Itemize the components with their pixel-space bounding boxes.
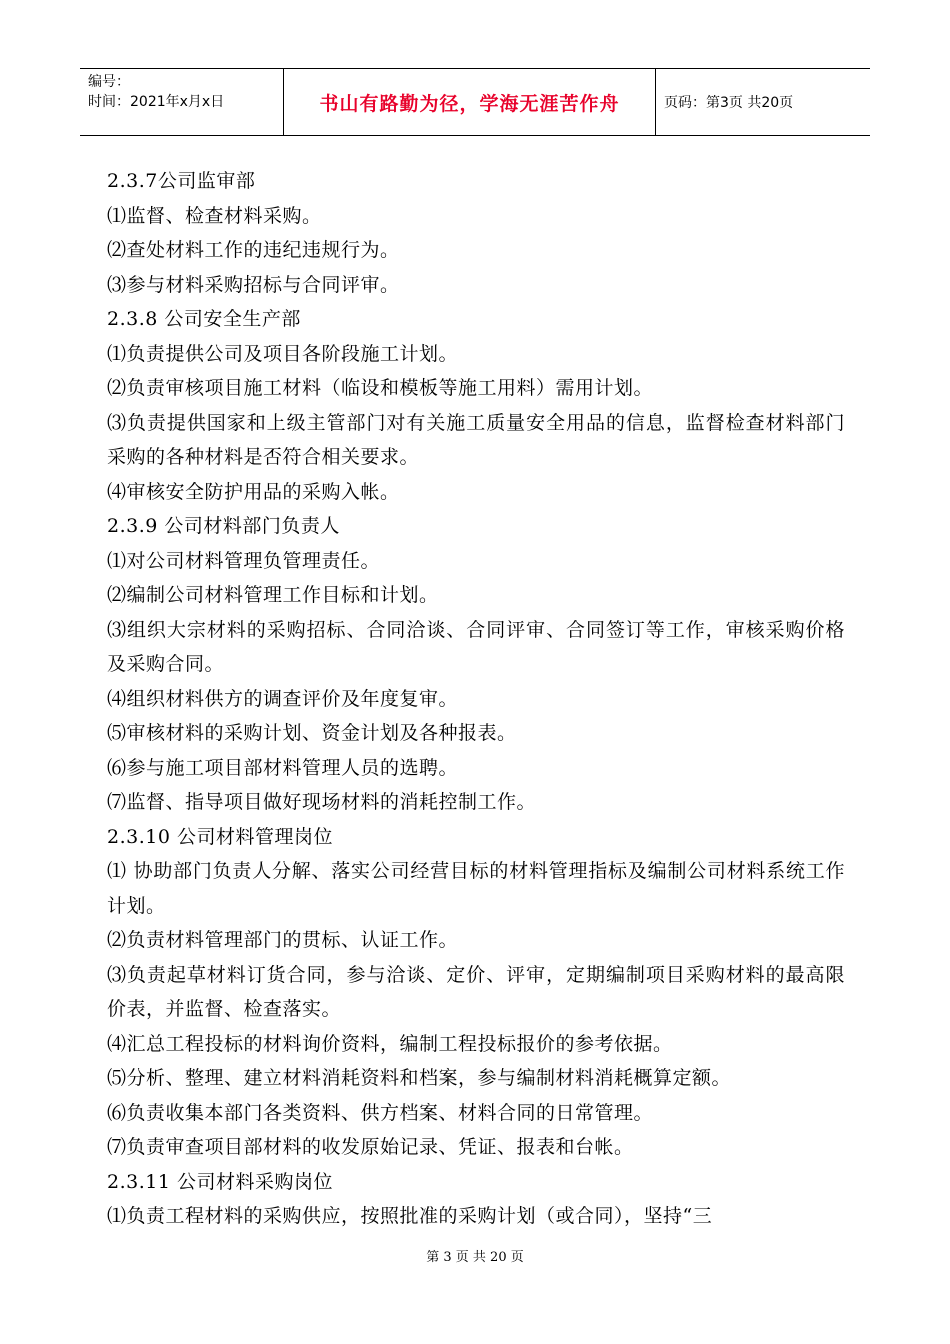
list-item: ⑴ 协助部门负责人分解、落实公司经营目标的材料管理指标及编制公司材料系统工作计划。 (107, 860, 845, 917)
header-page-info: 页码：第3页 共20页 (664, 95, 794, 111)
list-item: ⑺负责审查项目部材料的收发原始记录、凭证、报表和台帐。 (107, 1136, 634, 1158)
list-item: ⑹参与施工项目部材料管理人员的选聘。 (107, 756, 459, 779)
section-heading: 2.3.7公司监审部 (107, 170, 256, 192)
document-header (80, 68, 870, 136)
list-item: ⑵编制公司材料管理工作目标和计划。 (107, 584, 439, 606)
header-motto: 书山有路勤为径，学海无涯苦作舟 (283, 69, 656, 135)
page-footer: 第 3 页 共 20 页 (426, 1250, 524, 1265)
list-item: ⑶组织大宗材料的采购招标、合同洽谈、合同评审、合同签订等工作，审核采购价格及采购合同。 (107, 618, 845, 675)
list-item: ⑶参与材料采购招标与合同评审。 (107, 273, 400, 296)
section-heading: 2.3.9 公司材料部门负责人 (107, 515, 340, 537)
document-time-label: 时间：2021年x月x日 (88, 94, 225, 110)
list-item: ⑴监督、检查材料采购。 (107, 204, 322, 227)
list-item: ⑷汇总工程投标的材料询价资料，编制工程投标报价的参考依据。 (107, 1032, 673, 1055)
document-code-label: 编号： (88, 74, 130, 90)
list-item: ⑷审核安全防护用品的采购入帐。 (107, 480, 400, 503)
list-item: ⑹负责收集本部门各类资料、供方档案、材料合同的日常管理。 (107, 1101, 654, 1124)
list-item: ⑴负责提供公司及项目各阶段施工计划。 (107, 342, 459, 365)
list-item: ⑵负责审核项目施工材料（临设和模板等施工用料）需用计划。 (107, 377, 654, 399)
section-heading: 2.3.11 公司材料采购岗位 (107, 1170, 333, 1193)
list-item: ⑺监督、指导项目做好现场材料的消耗控制工作。 (107, 791, 537, 813)
list-item: ⑴负责工程材料的采购供应，按照批准的采购计划（或合同），坚持“三 (107, 1205, 713, 1227)
list-item: ⑷组织材料供方的调查评价及年度复审。 (107, 687, 459, 710)
list-item: ⑵负责材料管理部门的贯标、认证工作。 (107, 929, 459, 951)
list-item: ⑶负责起草材料订货合同，参与洽谈、定价、评审，定期编制项目采购材料的最高限价表，并监督、检查落实。 (107, 963, 845, 1020)
list-item: ⑴对公司材料管理负管理责任。 (107, 549, 381, 572)
header-meta (80, 69, 283, 135)
list-item: ⑶负责提供国家和上级主管部门对有关施工质量安全用品的信息，监督检查材料部门采购的各种材料是否符合相关要求。 (107, 411, 845, 468)
list-item: ⑸审核材料的采购计划、资金计划及各种报表。 (107, 722, 517, 744)
section-heading: 2.3.8 公司安全生产部 (107, 308, 301, 330)
list-item: ⑸分析、整理、建立材料消耗资料和档案，参与编制材料消耗概算定额。 (107, 1067, 732, 1089)
list-item: ⑵查处材料工作的违纪违规行为。 (107, 239, 400, 261)
document-body (107, 164, 845, 1234)
section-heading: 2.3.10 公司材料管理岗位 (107, 825, 333, 848)
